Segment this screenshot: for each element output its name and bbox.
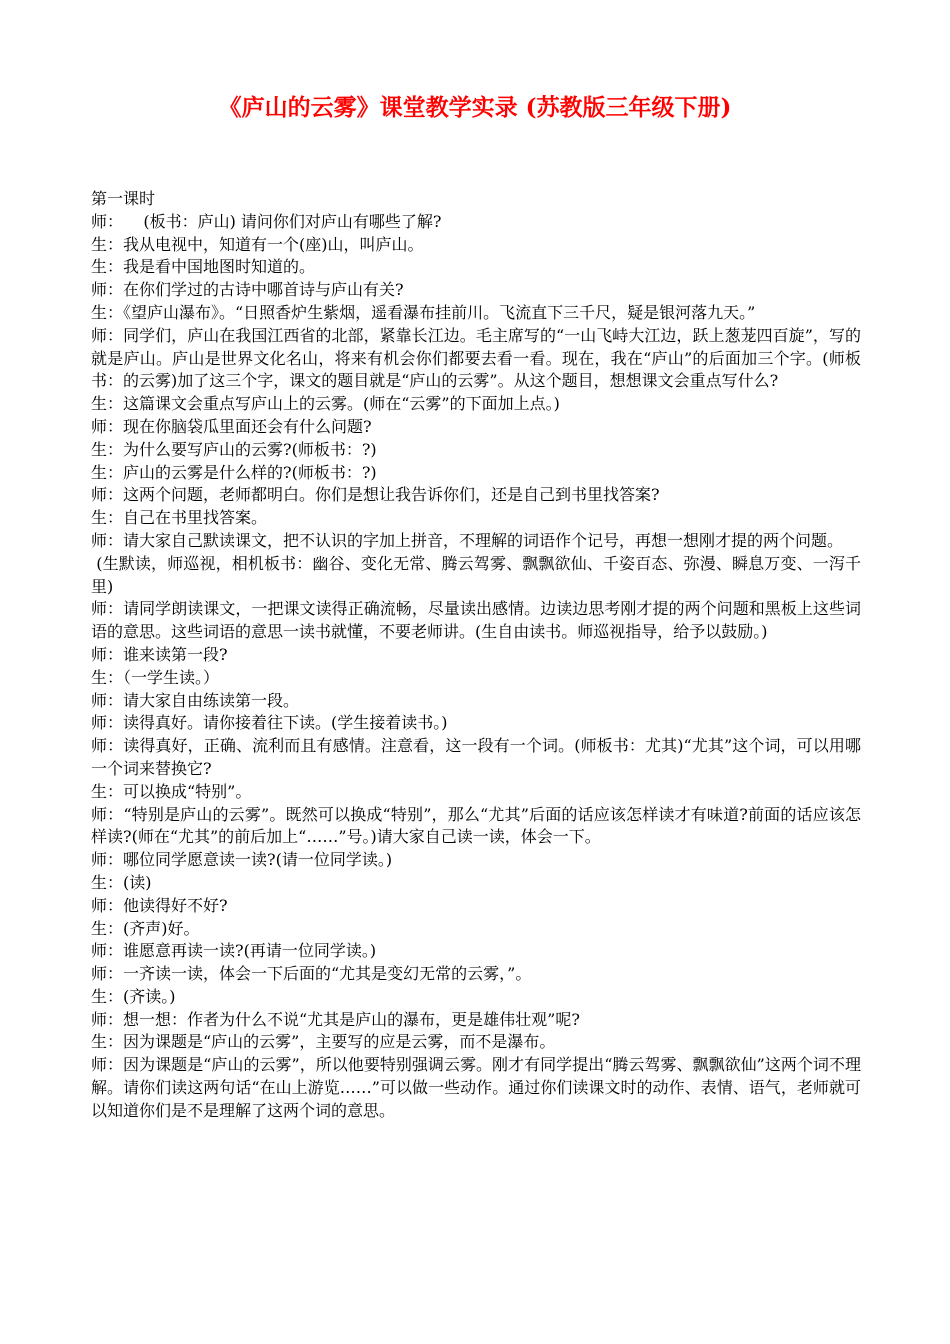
paragraph: 师：读得真好。请你接着往下读。(学生接着读书。)	[91, 713, 448, 733]
document-body	[91, 188, 861, 1123]
paragraph: 师：谁愿意再读一读?(再请一位同学读。)	[91, 941, 377, 961]
paragraph: 生：为什么要写庐山的云雾?(师板书：?)	[91, 439, 377, 459]
paragraph: 生：我从电视中，知道有一个(座)山，叫庐山。	[91, 234, 424, 254]
paragraph: (生默读，师巡视，相机板书：幽谷、变化无常、腾云驾雾、飘飘欲仙、千姿百态、弥漫、瞬息万变、一泻千里)	[91, 553, 861, 596]
paragraph: 生：因为课题是“庐山的云雾”，主要写的应是云雾，而不是瀑布。	[91, 1032, 556, 1052]
paragraph: 师：同学们，庐山在我国江西省的北部，紧靠长江边。毛主席写的“一山飞峙大江边，跃上葱茏四百旋”，写的就是庐山。庐山是世界文化名山，将来有机会你们都要去看一看。现在，我在“庐山”的后面加三个字。(师板书：的云雾)加了这三个字，课文的题目就是“庐山的云雾”。从这个题目，想想课文会重点写什么?	[91, 325, 861, 391]
paragraph: 师：请大家自由练读第一段。	[91, 690, 300, 710]
paragraph: 师：谁来读第一段?	[91, 644, 228, 664]
paragraph: 师：现在你脑袋瓜里面还会有什么问题?	[91, 416, 372, 436]
paragraph: 师：因为课题是“庐山的云雾”，所以他要特别强调云雾。刚才有同学提出“腾云驾雾、飘飘欲仙”这两个词不理解。请你们读这两句话“在山上游览……”可以做一些动作。通过你们读课文时的动作、表情、语气，老师就可以知道你们是不是理解了这两个词的意思。	[91, 1055, 861, 1120]
paragraph: 师：一齐读一读，体会一下后面的“尤其是变幻无常的云雾，”。	[91, 964, 532, 984]
paragraph: 师：“特别是庐山的云雾”。既然可以换成“特别”，那么“尤其”后面的话应该怎样读才有味道?前面的话应该怎样读?(师在“尤其”的前后加上“……”号。)请大家自己读一读，体会一下。	[91, 804, 861, 847]
paragraph: 师： (板书：庐山) 请问你们对庐山有哪些了解?	[91, 211, 442, 231]
paragraph: 师：请同学朗读课文，一把课文读得正确流畅，尽量读出感情。边读边思考刚才提的两个问题和黑板上这些词语的意思。这些词语的意思一读书就懂，不要老师讲。(生自由读书。师巡视指导，给予以鼓励。)	[91, 599, 861, 642]
paragraph: 生：自己在书里找答案。	[91, 508, 268, 528]
paragraph: 师：在你们学过的古诗中哪首诗与庐山有关?	[91, 280, 404, 300]
page-title: 《庐山的云雾》课堂教学实录 (苏教版三年级下册)	[218, 94, 732, 121]
paragraph: 生：庐山的云雾是什么样的?(师板书：?)	[91, 462, 377, 482]
paragraph: 师：这两个问题，老师都明白。你们是想让我告诉你们，还是自己到书里找答案?	[91, 485, 660, 505]
paragraph: 生：(读)	[91, 872, 152, 892]
paragraph: 生：（一学生读。）	[91, 667, 220, 687]
paragraph: 生：《望庐山瀑布》。“日照香炉生紫烟，遥看瀑布挂前川。飞流直下三千尺，疑是银河落九天。”	[91, 302, 756, 322]
paragraph: 生：可以换成“特别”。	[91, 781, 252, 801]
paragraph: 师：读得真好，正确、流利而且有感情。注意看，这一段有一个词。(师板书：尤其)“尤其”这个词，可以用哪一个词来替换它?	[91, 736, 861, 778]
paragraph: 第一课时	[91, 189, 156, 208]
paragraph: 师：他读得好不好?	[91, 895, 228, 915]
paragraph: 生：(齐声)好。	[91, 918, 200, 938]
paragraph: 师：请大家自己默读课文，把不认识的字加上拼音，不理解的词语作个记号，再想一想刚才提的两个问题。	[91, 530, 844, 550]
paragraph: 师：哪位同学愿意读一读?(请一位同学读。)	[91, 850, 393, 870]
paragraph: 师：想一想：作者为什么不说“尤其是庐山的瀑布，更是雄伟壮观”呢?	[91, 1009, 580, 1029]
paragraph: 生：我是看中国地图时知道的。	[91, 257, 316, 277]
paragraph: 生：这篇课文会重点写庐山上的云雾。(师在“云雾”的下面加上点。)	[91, 394, 560, 414]
paragraph: 生：(齐读。)	[91, 986, 176, 1006]
